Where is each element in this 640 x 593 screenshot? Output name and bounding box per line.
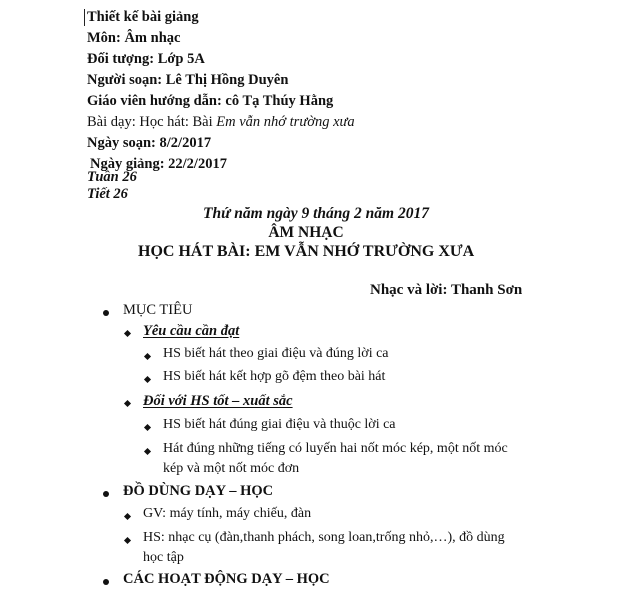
mat-item-2-line2: học tập	[143, 550, 184, 565]
diamond-bullet-icon	[124, 513, 131, 520]
adv-item-2-line1: Hát đúng những tiếng có luyến hai nốt móc kép, một nốt móc	[163, 441, 508, 456]
bullet-icon	[103, 310, 109, 316]
text-cursor	[84, 9, 85, 26]
bullet-icon	[103, 491, 109, 497]
advanced-title: Đối với HS tốt – xuất sắc	[143, 393, 293, 409]
subject-line: Môn: Âm nhạc	[87, 30, 181, 46]
requirements-title: Yêu cầu cần đạt	[143, 323, 240, 339]
week-label: Tuần 26	[87, 169, 137, 185]
teach-date-line: Ngày giảng: 22/2/2017	[90, 156, 227, 172]
adv-item-2-line2: kép và một nốt móc đơn	[163, 461, 300, 476]
doc-title: Thiết kế bài giảng	[87, 9, 199, 25]
composer-credit: Nhạc và lời: Thanh Sơn	[370, 282, 523, 298]
subject-heading-text: ÂM NHẠC	[268, 224, 344, 241]
diamond-bullet-icon	[144, 353, 151, 360]
req-item-2: HS biết hát kết hợp gõ đệm theo bài hát	[163, 369, 386, 384]
diamond-bullet-icon	[124, 330, 131, 337]
section-activities: CÁC HOẠT ĐỘNG DẠY – HỌC	[123, 571, 330, 587]
lesson-heading: HỌC HÁT BÀI: EM VẪN NHỚ TRƯỜNG XƯA	[138, 243, 475, 260]
lesson-line	[87, 112, 355, 133]
lesson-prefix: Bài dạy: Học hát: Bài	[87, 114, 217, 130]
adv-item-1: HS biết hát đúng giai điệu và thuộc lời ca	[163, 417, 396, 432]
diamond-bullet-icon	[144, 376, 151, 383]
req-item-1: HS biết hát theo giai điệu và đúng lời ca	[163, 346, 389, 361]
mat-item-2-line1: HS: nhạc cụ (đàn,thanh phách, song loan,trống nhỏ,…), đồ dùng	[143, 530, 505, 545]
section-materials: ĐỒ DÙNG DẠY – HỌC	[123, 483, 274, 499]
audience-line: Đối tượng: Lớp 5A	[87, 51, 205, 67]
mentor-line: Giáo viên hướng dẫn: cô Tạ Thúy Hằng	[87, 93, 334, 109]
diamond-bullet-icon	[124, 400, 131, 407]
period-label: Tiết 26	[87, 186, 128, 202]
diamond-bullet-icon	[124, 537, 131, 544]
section-objectives: MỤC TIÊU	[123, 302, 193, 318]
mat-item-1: GV: máy tính, máy chiếu, đàn	[143, 506, 312, 521]
prep-date-line: Ngày soạn: 8/2/2017	[87, 135, 212, 151]
date-text: Thứ năm ngày 9 tháng 2 năm 2017	[203, 205, 429, 222]
diamond-bullet-icon	[144, 448, 151, 455]
author-line: Người soạn: Lê Thị Hồng Duyên	[87, 72, 289, 88]
lesson-song: Em vẫn nhớ trường xưa	[216, 114, 355, 130]
diamond-bullet-icon	[144, 424, 151, 431]
bullet-icon	[103, 579, 109, 585]
